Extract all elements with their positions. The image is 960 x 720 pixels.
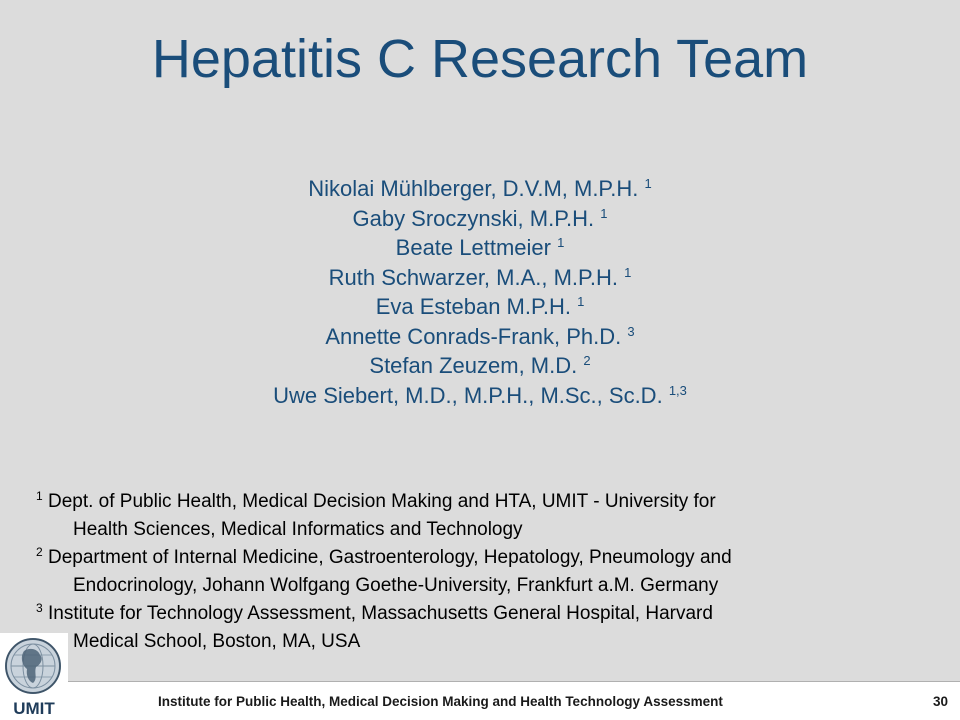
author-name: Eva Esteban M.P.H. [375, 294, 571, 319]
logo-wordmark: UMIT [13, 699, 55, 718]
affiliation-number: 2 [36, 545, 43, 559]
author-affiliation-ref: 3 [627, 323, 635, 339]
author-line [0, 351, 960, 381]
author-line [0, 233, 960, 263]
author-name: Beate Lettmeier [395, 235, 551, 260]
author-line [0, 204, 960, 234]
page-number: 30 [932, 694, 948, 709]
author-name: Uwe Siebert, M.D., M.P.H., M.Sc., Sc.D. [273, 382, 663, 408]
author-affiliation-ref: 1 [624, 264, 632, 280]
affiliation-text-line2: Health Sciences, Medical Informatics and Technology [73, 519, 523, 540]
affiliation-item [36, 600, 926, 656]
author-affiliation-ref: 1 [557, 235, 565, 250]
author-line [0, 381, 960, 411]
affiliation-item [36, 488, 926, 544]
slide-title: Hepatitis C Research Team [151, 29, 809, 89]
author-name: Stefan Zeuzem, M.D. [369, 353, 578, 378]
globe-icon [6, 639, 60, 693]
umit-logo [0, 633, 68, 720]
affiliation-text-line2: Endocrinology, Johann Wolfgang Goethe-University, Frankfurt a.M. Germany [73, 575, 719, 596]
author-affiliation-ref: 2 [583, 353, 591, 368]
author-affiliation-ref: 1 [577, 294, 585, 309]
footer-bar [68, 681, 960, 720]
author-line [0, 322, 960, 352]
affiliation-text-line1: Dept. of Public Health, Medical Decision Making and HTA, UMIT - University for [47, 491, 716, 512]
author-name: Ruth Schwarzer, M.A., M.P.H. [328, 264, 618, 290]
author-name: Gaby Sroczynski, M.P.H. [352, 205, 595, 231]
affiliation-list [36, 488, 926, 656]
author-affiliation-ref: 1 [600, 205, 608, 221]
affiliation-text-line1: Institute for Technology Assessment, Massachusetts General Hospital, Harvard [47, 603, 713, 624]
affiliation-text-line1: Department of Internal Medicine, Gastroenterology, Hepatology, Pneumology and [47, 547, 732, 568]
author-list [0, 174, 960, 410]
affiliation-text-line2: Medical School, Boston, MA, USA [73, 631, 361, 652]
affiliation-item [36, 544, 926, 600]
author-name: Nikolai Mühlberger, D.V.M, M.P.H. [308, 176, 639, 201]
author-line [0, 292, 960, 322]
affiliation-number: 3 [36, 601, 43, 615]
author-line [0, 174, 960, 204]
affiliation-number: 1 [36, 489, 43, 503]
author-affiliation-ref: 1,3 [668, 382, 687, 398]
author-line [0, 263, 960, 293]
author-name: Annette Conrads-Frank, Ph.D. [325, 323, 622, 349]
footer-institute: Institute for Public Health, Medical Decision Making and Health Technology Assessment [158, 694, 723, 709]
author-affiliation-ref: 1 [644, 176, 652, 191]
